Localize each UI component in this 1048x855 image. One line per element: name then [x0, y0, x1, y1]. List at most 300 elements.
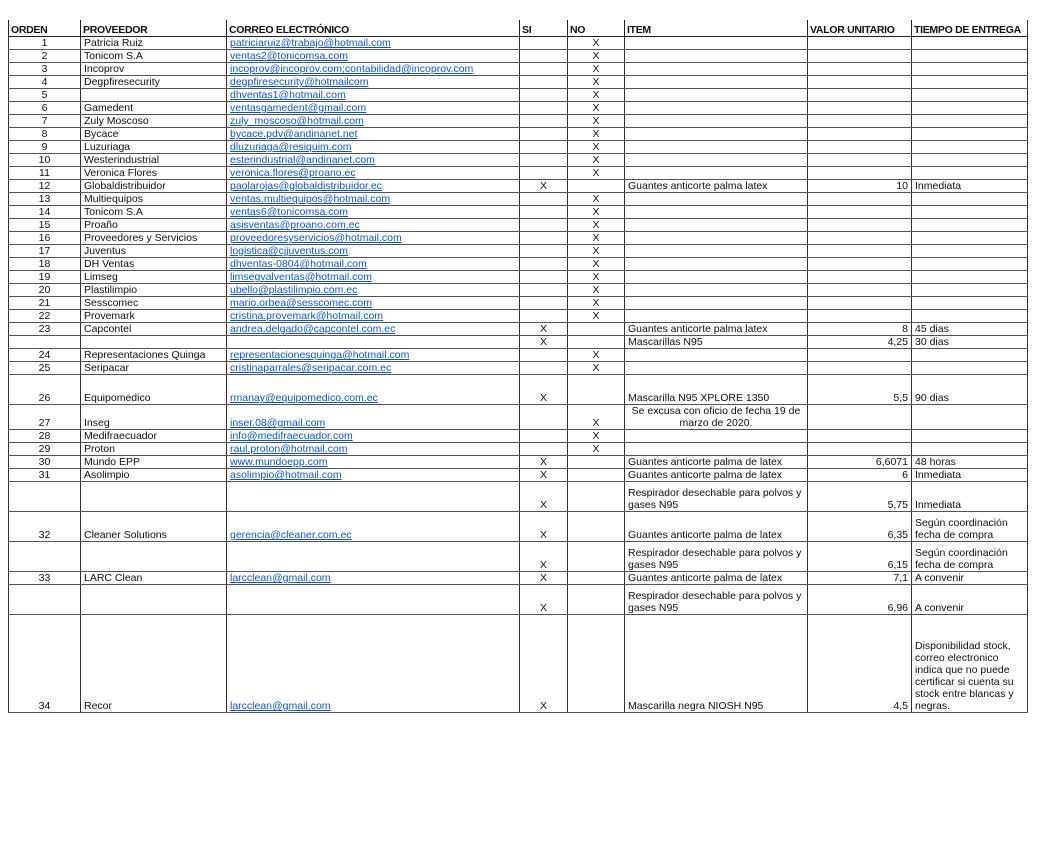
no-cell [568, 542, 625, 572]
tiempo-entrega-cell: Inmediata [912, 469, 1028, 482]
valor-unitario-cell [808, 430, 912, 443]
correo-link[interactable]: asisventas@proano.com.ec [227, 219, 520, 232]
no-cell: X [568, 37, 625, 50]
item-cell: Se excusa con oficio de fecha 19 de marzo de 2020. [625, 405, 808, 430]
orden-cell: 25 [9, 362, 81, 375]
no-cell: X [568, 349, 625, 362]
proveedor-cell: Bycace [81, 128, 227, 141]
si-cell [520, 206, 568, 219]
orden-cell: 3 [9, 63, 81, 76]
orden-cell [9, 482, 81, 512]
orden-cell: 23 [9, 323, 81, 336]
valor-unitario-cell [808, 271, 912, 284]
valor-unitario-cell [808, 154, 912, 167]
proveedor-cell: LARC Clean [81, 572, 227, 585]
correo-link[interactable]: dhventas1@hotmail.com [227, 89, 520, 102]
correo-link[interactable]: andrea.delgado@capcontel.com.ec [227, 323, 520, 336]
si-cell [520, 310, 568, 323]
no-cell [568, 512, 625, 542]
table-row [9, 430, 1028, 443]
item-cell [625, 443, 808, 456]
tiempo-entrega-cell [912, 50, 1028, 63]
tiempo-entrega-cell [912, 245, 1028, 258]
orden-cell: 1 [9, 37, 81, 50]
valor-unitario-cell [808, 128, 912, 141]
si-cell [520, 349, 568, 362]
orden-cell: 28 [9, 430, 81, 443]
si-cell: X [520, 585, 568, 615]
valor-unitario-cell [808, 141, 912, 154]
correo-link[interactable]: raul.proton@hotmail.com [227, 443, 520, 456]
correo-link[interactable]: patriciaruiz@trabajo@hotmail.com [227, 37, 520, 50]
valor-unitario-cell [808, 219, 912, 232]
orden-cell: 11 [9, 167, 81, 180]
table-row [9, 512, 1028, 542]
no-cell [568, 482, 625, 512]
tiempo-entrega-cell [912, 128, 1028, 141]
valor-unitario-cell: 5,75 [808, 482, 912, 512]
table-row [9, 258, 1028, 271]
table-row [9, 232, 1028, 245]
no-cell: X [568, 271, 625, 284]
item-cell [625, 245, 808, 258]
table-row [9, 349, 1028, 362]
correo-link[interactable]: rmanay@equipomedico.com.ec [227, 375, 520, 405]
no-cell: X [568, 443, 625, 456]
orden-cell: 15 [9, 219, 81, 232]
correo-link[interactable]: ventasgamedent@gmail.com [227, 102, 520, 115]
no-cell: X [568, 430, 625, 443]
header-correo: CORREO ELECTRÓNICO [227, 20, 520, 37]
header-orden: ORDEN [9, 20, 81, 37]
si-cell: X [520, 323, 568, 336]
orden-cell: 16 [9, 232, 81, 245]
correo-link[interactable]: representacionesquinga@hotmail.com [227, 349, 520, 362]
item-cell [625, 63, 808, 76]
tiempo-entrega-cell [912, 193, 1028, 206]
correo-link [227, 482, 520, 512]
orden-cell: 10 [9, 154, 81, 167]
valor-unitario-cell: 6,35 [808, 512, 912, 542]
no-cell: X [568, 219, 625, 232]
correo-link[interactable]: ventas2@tonicomsa.com [227, 50, 520, 63]
tiempo-entrega-cell [912, 284, 1028, 297]
tiempo-entrega-cell [912, 258, 1028, 271]
no-cell: X [568, 128, 625, 141]
table-row [9, 456, 1028, 469]
valor-unitario-cell [808, 284, 912, 297]
proveedor-cell: Recor [81, 615, 227, 713]
valor-unitario-cell: 10 [808, 180, 912, 193]
header-row [9, 20, 1028, 37]
item-cell: Mascarilla N95 XPLORE 1350 [625, 375, 808, 405]
table-row [9, 375, 1028, 405]
table-row [9, 482, 1028, 512]
orden-cell [9, 542, 81, 572]
si-cell: X [520, 615, 568, 713]
no-cell [568, 336, 625, 349]
valor-unitario-cell [808, 50, 912, 63]
orden-cell: 29 [9, 443, 81, 456]
correo-link[interactable]: paolarojas@globaldistribuidor.ec [227, 180, 520, 193]
si-cell: X [520, 375, 568, 405]
tiempo-entrega-cell: Según coordinación fecha de compra [912, 512, 1028, 542]
tiempo-entrega-cell [912, 362, 1028, 375]
proveedor-cell: Limseg [81, 271, 227, 284]
orden-cell: 30 [9, 456, 81, 469]
no-cell: X [568, 405, 625, 430]
item-cell [625, 193, 808, 206]
orden-cell: 7 [9, 115, 81, 128]
tiempo-entrega-cell: Según coordinación fecha de compra [912, 542, 1028, 572]
valor-unitario-cell [808, 76, 912, 89]
tiempo-entrega-cell [912, 63, 1028, 76]
spreadsheet-table [8, 20, 1028, 713]
si-cell [520, 193, 568, 206]
tiempo-entrega-cell [912, 349, 1028, 362]
no-cell: X [568, 193, 625, 206]
item-cell [625, 206, 808, 219]
proveedor-cell: Asolimpio [81, 469, 227, 482]
item-cell [625, 115, 808, 128]
proveedor-cell: Cleaner Solutions [81, 512, 227, 542]
item-cell: Guantes anticorte palma de latex [625, 572, 808, 585]
valor-unitario-cell: 6,6071 [808, 456, 912, 469]
item-cell [625, 167, 808, 180]
no-cell [568, 180, 625, 193]
correo-link[interactable]: incoprov@incoprov.com;contabilidad@incoprov.com [227, 63, 520, 76]
orden-cell [9, 336, 81, 349]
orden-cell: 19 [9, 271, 81, 284]
correo-link[interactable]: inser.08@gmail.com [227, 405, 520, 430]
si-cell [520, 115, 568, 128]
si-cell [520, 89, 568, 102]
tiempo-entrega-cell: A convenir [912, 572, 1028, 585]
tiempo-entrega-cell [912, 297, 1028, 310]
table-row [9, 405, 1028, 430]
correo-link[interactable]: larcclean@gmail.com [227, 615, 520, 713]
tiempo-entrega-cell [912, 405, 1028, 430]
proveedor-cell: Globaldistribuidor [81, 180, 227, 193]
proveedor-cell: Incoprov [81, 63, 227, 76]
no-cell: X [568, 245, 625, 258]
orden-cell: 12 [9, 180, 81, 193]
table-row [9, 362, 1028, 375]
correo-link[interactable]: logistica@cjjuventus.com [227, 245, 520, 258]
correo-link[interactable]: degpfiresecurity@hotmailcom [227, 76, 520, 89]
correo-link[interactable]: dhventas-0804@hotmail.com [227, 258, 520, 271]
valor-unitario-cell [808, 310, 912, 323]
valor-unitario-cell: 7,1 [808, 572, 912, 585]
header-item: ITEM [625, 20, 808, 37]
table-row [9, 89, 1028, 102]
item-cell [625, 89, 808, 102]
proveedor-cell: Patricia Ruiz [81, 37, 227, 50]
table-row [9, 206, 1028, 219]
proveedor-cell: Tonicom S.A [81, 206, 227, 219]
no-cell: X [568, 63, 625, 76]
si-cell [520, 405, 568, 430]
correo-link[interactable]: proveedoresyservicios@hotmail.com [227, 232, 520, 245]
header-no: NO [568, 20, 625, 37]
item-cell [625, 37, 808, 50]
header-si: SI [520, 20, 568, 37]
correo-link[interactable]: cristina.provemark@hotmail.com [227, 310, 520, 323]
si-cell [520, 284, 568, 297]
orden-cell: 17 [9, 245, 81, 258]
no-cell [568, 585, 625, 615]
tiempo-entrega-cell: A convenir [912, 585, 1028, 615]
item-cell: Mascarillas N95 [625, 336, 808, 349]
no-cell: X [568, 102, 625, 115]
table-row [9, 37, 1028, 50]
si-cell [520, 50, 568, 63]
no-cell: X [568, 76, 625, 89]
si-cell: X [520, 180, 568, 193]
item-cell [625, 258, 808, 271]
item-cell: Respirador desechable para polvos y gases N95 [625, 542, 808, 572]
tiempo-entrega-cell [912, 115, 1028, 128]
correo-link[interactable]: mario.orbea@sesscomec.com [227, 297, 520, 310]
item-cell: Guantes anticorte palma de latex [625, 456, 808, 469]
table-row [9, 443, 1028, 456]
no-cell [568, 572, 625, 585]
orden-cell: 27 [9, 405, 81, 430]
no-cell: X [568, 206, 625, 219]
valor-unitario-cell [808, 89, 912, 102]
table-row [9, 167, 1028, 180]
correo-link [227, 336, 520, 349]
correo-link[interactable]: asolimpio@hotmail.com [227, 469, 520, 482]
proveedor-cell: Plastilimpio [81, 284, 227, 297]
valor-unitario-cell: 4,5 [808, 615, 912, 713]
table-row [9, 297, 1028, 310]
proveedor-cell: Equipomedico [81, 375, 227, 405]
no-cell: X [568, 89, 625, 102]
proveedor-cell [81, 89, 227, 102]
tiempo-entrega-cell: 48 horas [912, 456, 1028, 469]
no-cell: X [568, 167, 625, 180]
si-cell [520, 63, 568, 76]
item-cell: Mascarilla negra NIOSH N95 [625, 615, 808, 713]
proveedor-cell [81, 585, 227, 615]
tiempo-entrega-cell [912, 271, 1028, 284]
table-row [9, 615, 1028, 713]
tiempo-entrega-cell [912, 232, 1028, 245]
valor-unitario-cell: 6 [808, 469, 912, 482]
valor-unitario-cell [808, 63, 912, 76]
table-row [9, 271, 1028, 284]
header-proveedor: PROVEEDOR [81, 20, 227, 37]
valor-unitario-cell [808, 258, 912, 271]
proveedor-cell: Medifraecuador [81, 430, 227, 443]
item-cell [625, 297, 808, 310]
proveedor-cell: Sesscomec [81, 297, 227, 310]
proveedor-cell: Mundo EPP [81, 456, 227, 469]
proveedor-cell: Westerindustrial [81, 154, 227, 167]
tiempo-entrega-cell [912, 89, 1028, 102]
orden-cell: 4 [9, 76, 81, 89]
tiempo-entrega-cell [912, 141, 1028, 154]
table-row [9, 115, 1028, 128]
item-cell [625, 271, 808, 284]
correo-link[interactable]: dluzuriaga@resiquim.com [227, 141, 520, 154]
tiempo-entrega-cell: Disponibilidad stock, correo electronico indica que no puede certificar si cuenta su stock entre blancas y negras. [912, 615, 1028, 713]
no-cell: X [568, 232, 625, 245]
tiempo-entrega-cell [912, 206, 1028, 219]
item-cell [625, 232, 808, 245]
proveedor-cell: Multiequipos [81, 193, 227, 206]
no-cell: X [568, 115, 625, 128]
item-cell [625, 362, 808, 375]
valor-unitario-cell: 8 [808, 323, 912, 336]
orden-cell: 5 [9, 89, 81, 102]
correo-link [227, 585, 520, 615]
item-cell: Guantes anticorte palma de latex [625, 469, 808, 482]
si-cell [520, 362, 568, 375]
table-row [9, 219, 1028, 232]
proveedor-cell: Proton [81, 443, 227, 456]
correo-link[interactable]: ventas.multiequipos@hotmail.com [227, 193, 520, 206]
no-cell [568, 375, 625, 405]
item-cell [625, 154, 808, 167]
orden-cell: 34 [9, 615, 81, 713]
table-row [9, 542, 1028, 572]
orden-cell: 32 [9, 512, 81, 542]
valor-unitario-cell [808, 206, 912, 219]
orden-cell: 18 [9, 258, 81, 271]
item-cell: Guantes anticorte palma de latex [625, 512, 808, 542]
proveedor-cell: Representaciones Quinga [81, 349, 227, 362]
valor-unitario-cell [808, 362, 912, 375]
table-row [9, 128, 1028, 141]
item-cell [625, 349, 808, 362]
tiempo-entrega-cell [912, 443, 1028, 456]
correo-link[interactable]: www.mundoepp.com [227, 456, 520, 469]
tiempo-entrega-cell: 45 dias [912, 323, 1028, 336]
table-row [9, 141, 1028, 154]
si-cell: X [520, 572, 568, 585]
tiempo-entrega-cell [912, 310, 1028, 323]
header-valor-unitario: VALOR UNITARIO [808, 20, 912, 37]
proveedor-cell [81, 482, 227, 512]
correo-link[interactable]: gerencia@cleaner.com.ec [227, 512, 520, 542]
correo-link[interactable]: ubello@plastilimpio.com.ec [227, 284, 520, 297]
tiempo-entrega-cell: 90 dias [912, 375, 1028, 405]
si-cell: X [520, 456, 568, 469]
tiempo-entrega-cell [912, 219, 1028, 232]
proveedor-cell: Capcontel [81, 323, 227, 336]
item-cell [625, 430, 808, 443]
item-cell: Respirador desechable para polvos y gases N95 [625, 585, 808, 615]
table-row [9, 245, 1028, 258]
proveedor-cell: Tonicom S.A [81, 50, 227, 63]
orden-cell: 14 [9, 206, 81, 219]
no-cell: X [568, 310, 625, 323]
correo-link[interactable]: limsegvalventas@hotmail.com [227, 271, 520, 284]
table-row [9, 154, 1028, 167]
si-cell [520, 154, 568, 167]
si-cell [520, 167, 568, 180]
table-row [9, 310, 1028, 323]
valor-unitario-cell: 5,5 [808, 375, 912, 405]
item-cell [625, 50, 808, 63]
orden-cell: 13 [9, 193, 81, 206]
table-row [9, 585, 1028, 615]
valor-unitario-cell [808, 443, 912, 456]
si-cell [520, 258, 568, 271]
proveedor-cell [81, 336, 227, 349]
correo-link[interactable]: info@medifraecuador.com [227, 430, 520, 443]
si-cell [520, 128, 568, 141]
orden-cell: 26 [9, 375, 81, 405]
table-row [9, 323, 1028, 336]
tiempo-entrega-cell [912, 102, 1028, 115]
valor-unitario-cell [808, 297, 912, 310]
proveedor-cell: Inseg [81, 405, 227, 430]
table-row [9, 76, 1028, 89]
si-cell [520, 102, 568, 115]
no-cell [568, 456, 625, 469]
correo-link[interactable]: veronica.flores@proano.ec [227, 167, 520, 180]
table-body [9, 37, 1028, 713]
no-cell: X [568, 258, 625, 271]
table-row [9, 336, 1028, 349]
correo-link[interactable]: zuly_moscoso@hotmail.com [227, 115, 520, 128]
header-tiempo-entrega: TIEMPO DE ENTREGA [912, 20, 1028, 37]
no-cell [568, 469, 625, 482]
item-cell [625, 284, 808, 297]
proveedor-cell: Degpfiresecurity [81, 76, 227, 89]
valor-unitario-cell [808, 115, 912, 128]
si-cell [520, 76, 568, 89]
orden-cell: 33 [9, 572, 81, 585]
valor-unitario-cell: 4,25 [808, 336, 912, 349]
correo-link[interactable]: esterindustrial@andinanet.com [227, 154, 520, 167]
valor-unitario-cell: 6,15 [808, 542, 912, 572]
si-cell: X [520, 469, 568, 482]
proveedor-cell: Seripacar [81, 362, 227, 375]
valor-unitario-cell [808, 349, 912, 362]
proveedor-cell: Provemark [81, 310, 227, 323]
proveedor-cell [81, 542, 227, 572]
no-cell: X [568, 362, 625, 375]
correo-link[interactable]: ventas6@tonicomsa.com [227, 206, 520, 219]
si-cell [520, 141, 568, 154]
tiempo-entrega-cell: Inmediata [912, 180, 1028, 193]
tiempo-entrega-cell [912, 154, 1028, 167]
tiempo-entrega-cell: 30 dias [912, 336, 1028, 349]
valor-unitario-cell [808, 232, 912, 245]
correo-link[interactable]: larcclean@gmail.com [227, 572, 520, 585]
valor-unitario-cell [808, 167, 912, 180]
orden-cell: 6 [9, 102, 81, 115]
correo-link [227, 542, 520, 572]
table-row [9, 284, 1028, 297]
orden-cell: 21 [9, 297, 81, 310]
proveedor-cell: Juventus [81, 245, 227, 258]
orden-cell [9, 585, 81, 615]
table-row [9, 180, 1028, 193]
no-cell [568, 615, 625, 713]
correo-link[interactable]: bycace.pdv@andinanet.net [227, 128, 520, 141]
no-cell [568, 323, 625, 336]
si-cell [520, 37, 568, 50]
proveedor-cell: Veronica Flores [81, 167, 227, 180]
tiempo-entrega-cell [912, 167, 1028, 180]
item-cell: Guantes anticorte palma latex [625, 180, 808, 193]
correo-link[interactable]: cristinaparrales@seripacar.com.ec [227, 362, 520, 375]
